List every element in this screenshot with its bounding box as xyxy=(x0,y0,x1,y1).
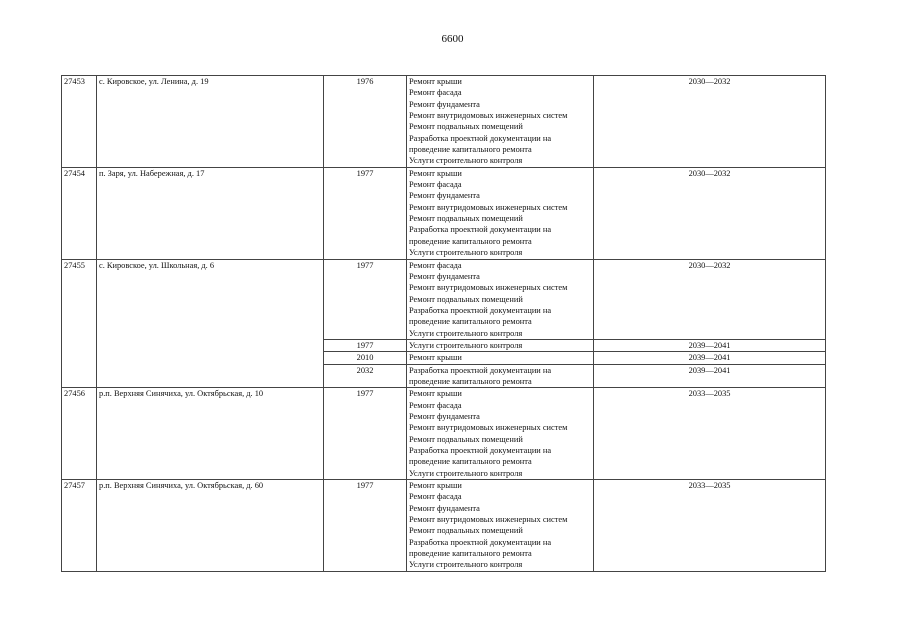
period-cell: 2039—2041 xyxy=(594,352,826,364)
year-cell: 1977 xyxy=(324,259,407,339)
work-item: Услуги строительного контроля xyxy=(409,560,523,570)
period-cell: 2030—2032 xyxy=(594,76,826,168)
work-item: Ремонт подвальных помещений xyxy=(409,122,523,132)
works-cell xyxy=(407,364,594,388)
work-item: Ремонт внутридомовых инженерных систем xyxy=(409,283,568,293)
period-cell: 2033—2035 xyxy=(594,388,826,480)
year-cell: 2032 xyxy=(324,364,407,388)
works-cell xyxy=(407,167,594,259)
work-item: Ремонт подвальных помещений xyxy=(409,526,523,536)
period-cell: 2039—2041 xyxy=(594,339,826,351)
table-body xyxy=(62,76,826,572)
work-item: Ремонт крыши xyxy=(409,77,462,86)
work-item: Ремонт фасада xyxy=(409,88,462,98)
works-cell xyxy=(407,339,594,351)
work-item: Разработка проектной документации на xyxy=(409,225,552,235)
work-item: Ремонт внутридомовых инженерных систем xyxy=(409,111,568,121)
work-item: Ремонт внутридомовых инженерных систем xyxy=(409,515,568,525)
work-item: Ремонт крыши xyxy=(409,481,462,491)
address-cell: р.п. Верхняя Синячиха, ул. Октябрьская, д. 10 xyxy=(97,388,324,480)
house-id-cell: 27453 xyxy=(62,76,97,168)
table-row xyxy=(62,76,826,168)
work-item: Разработка проектной документации на xyxy=(409,537,552,547)
work-item: Услуги строительного контроля xyxy=(409,248,523,258)
table-row xyxy=(62,480,826,572)
year-cell: 1977 xyxy=(324,339,407,351)
work-item: проведение капитального ремонта xyxy=(409,317,532,327)
work-item: Услуги строительного контроля xyxy=(409,340,523,350)
work-item: проведение капитального ремонта xyxy=(409,236,532,246)
year-cell: 1977 xyxy=(324,167,407,259)
works-cell xyxy=(407,388,594,480)
work-item: Ремонт внутридомовых инженерных систем xyxy=(409,202,568,212)
work-item: Ремонт фасада xyxy=(409,180,462,190)
work-item: Ремонт фундамента xyxy=(409,503,480,513)
work-item: Ремонт фундамента xyxy=(409,411,480,421)
work-item: Услуги строительного контроля xyxy=(409,468,523,478)
table-row xyxy=(62,388,826,480)
work-item: Ремонт подвальных помещений xyxy=(409,214,523,224)
period-cell: 2030—2032 xyxy=(594,259,826,339)
work-item: проведение капитального ремонта xyxy=(409,549,532,559)
house-id-cell: 27454 xyxy=(62,167,97,259)
house-id-cell: 27456 xyxy=(62,388,97,480)
year-cell: 1976 xyxy=(324,76,407,168)
period-cell: 2033—2035 xyxy=(594,480,826,572)
house-id-cell: 27455 xyxy=(62,259,97,388)
page-number: 6600 xyxy=(441,33,464,45)
work-item: Услуги строительного контроля xyxy=(409,156,523,166)
address-cell: с. Кировское, ул. Ленина, д. 19 xyxy=(97,76,324,168)
work-item: Ремонт фасада xyxy=(409,260,462,270)
house-id-cell: 27457 xyxy=(62,480,97,572)
work-item: Ремонт подвальных помещений xyxy=(409,434,523,444)
table-row xyxy=(62,259,826,339)
address-cell: с. Кировское, ул. Школьная, д. 6 xyxy=(97,259,324,388)
work-item: Ремонт фасада xyxy=(409,492,462,502)
work-item: Ремонт подвальных помещений xyxy=(409,294,523,304)
work-item: Ремонт крыши xyxy=(409,389,462,399)
work-item: Разработка проектной документации на xyxy=(409,446,552,455)
work-item: Услуги строительного контроля xyxy=(409,328,523,338)
work-item: проведение капитального ремонта xyxy=(409,457,532,467)
works-cell xyxy=(407,352,594,364)
work-item: проведение капитального ремонта xyxy=(409,145,532,155)
work-item: проведение капитального ремонта xyxy=(409,376,532,386)
year-cell: 1977 xyxy=(324,388,407,480)
works-cell xyxy=(407,76,594,168)
year-cell: 1977 xyxy=(324,480,407,572)
work-item: Ремонт фундамента xyxy=(409,191,480,201)
work-item: Разработка проектной документации на xyxy=(409,365,552,375)
table-row xyxy=(62,167,826,259)
address-cell: п. Заря, ул. Набережная, д. 17 xyxy=(97,167,324,259)
capital-repair-table xyxy=(61,75,826,572)
year-cell: 2010 xyxy=(324,352,407,364)
work-item: Ремонт фундамента xyxy=(409,271,480,281)
work-item: Разработка проектной документации на xyxy=(409,133,552,143)
work-item: Ремонт крыши xyxy=(409,353,462,363)
works-cell xyxy=(407,259,594,339)
period-cell: 2030—2032 xyxy=(594,167,826,259)
period-cell: 2039—2041 xyxy=(594,364,826,388)
work-item: Ремонт фасада xyxy=(409,400,462,410)
work-item: Ремонт внутридомовых инженерных систем xyxy=(409,423,568,433)
address-cell: р.п. Верхняя Синячиха, ул. Октябрьская, д. 60 xyxy=(97,480,324,572)
works-cell xyxy=(407,480,594,572)
work-item: Ремонт крыши xyxy=(409,168,462,178)
work-item: Разработка проектной документации на xyxy=(409,305,552,315)
work-item: Ремонт фундамента xyxy=(409,99,480,109)
